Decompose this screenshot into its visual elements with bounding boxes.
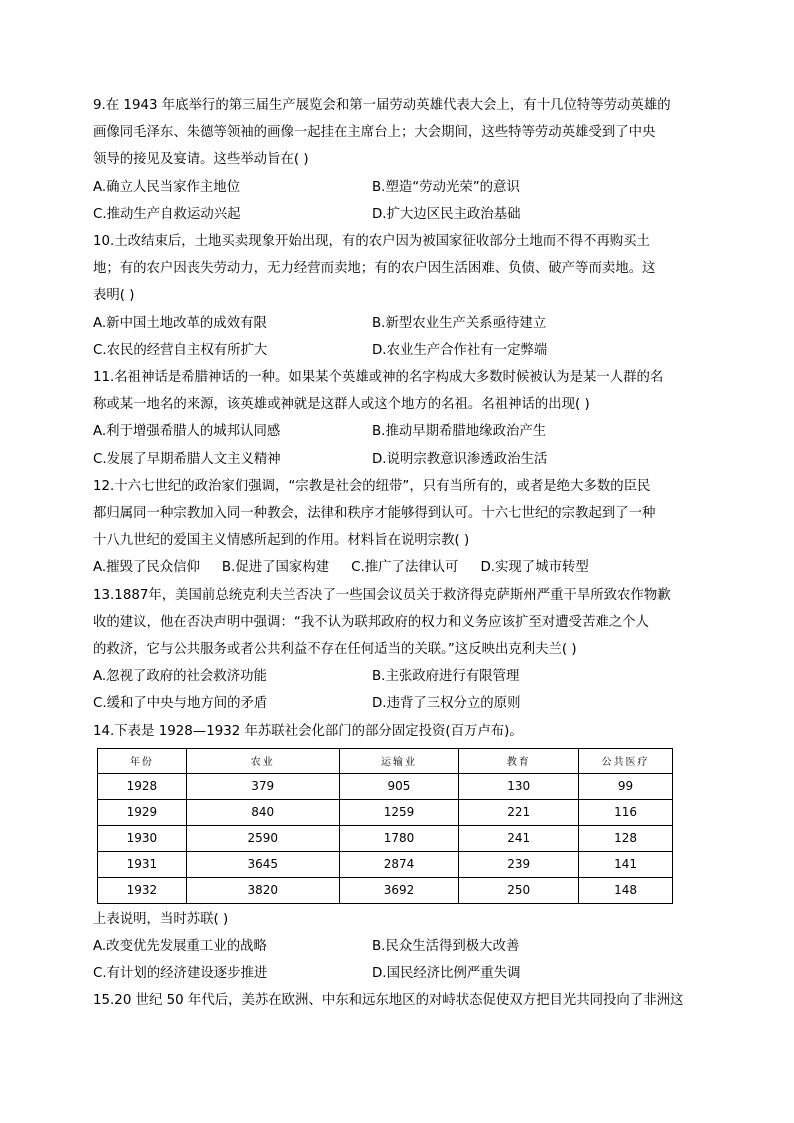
option-c: C.缓和了中央与地方间的矛盾 (93, 696, 268, 712)
table-cell: 1930 (98, 825, 187, 851)
question-stem-line: 表明( ) (93, 288, 135, 304)
question-stem-line: 十八九世纪的爱国主义情感所起到的作用。材料旨在说明宗教( ) (93, 533, 470, 549)
option-a: A.忽视了政府的社会救济功能 (93, 669, 267, 685)
option-d: D.农业生产合作社有一定弊端 (372, 342, 548, 358)
question-14 (93, 718, 713, 988)
table-cell: 905 (339, 773, 459, 799)
question-stem-line: 画像同毛泽东、朱德等领袖的画像一起挂在主席台上；大会期间，这些特等劳动英雄受到了中央 (93, 125, 656, 141)
question-13 (93, 582, 713, 718)
option-d: D.说明宗教意识渗透政治生活 (372, 451, 548, 467)
table-cell: 1929 (98, 799, 187, 825)
table-row (98, 799, 673, 825)
table-row (98, 825, 673, 851)
option-row (93, 933, 713, 960)
question-stem-line: 14.下表是 1928—1932 年苏联社会化部门的部分固定投资(百万卢布)。 (93, 723, 523, 739)
question-stem-line: 地；有的农户因丧失劳动力，无力经营而卖地；有的农户因生活困难、负债、破产等而卖地。这 (93, 261, 656, 277)
column-header-year: 年份 (98, 748, 187, 773)
option-c: C.推广了法律认可 (351, 560, 459, 576)
option-b: B.主张政府进行有限管理 (372, 669, 520, 685)
table-cell: 3820 (186, 877, 339, 903)
option-row (93, 337, 713, 364)
option-a: A.利于增强希腊人的城邦认同感 (93, 424, 281, 440)
investment-table (97, 748, 673, 904)
table-row (98, 877, 673, 903)
question-stem-line: 10.土改结束后，土地买卖现象开始出现，有的农户因为被国家征收部分土地而不得不再购买土 (93, 234, 650, 250)
table-cell: 241 (459, 825, 579, 851)
question-stem-line: 15.20 世纪 50 年代后，美苏在欧洲、中东和远东地区的对峙状态促使双方把目光共同投向了非洲这 (93, 993, 684, 1009)
question-stem-line: 13.1887年，美国前总统克利夫兰否决了一些国会议员关于救济得克萨斯州严重干旱所致农作物歉 (93, 587, 671, 603)
table-cell: 141 (579, 851, 673, 877)
option-row (93, 960, 713, 987)
question-stem-line: 的救济，它与公共服务或者公共利益不存在任何适当的关联。”这反映出克利夫兰( ) (93, 642, 577, 658)
option-d: D.违背了三权分立的原则 (372, 696, 521, 712)
option-d: D.扩大边区民主政治基础 (372, 206, 521, 222)
table-cell: 3645 (186, 851, 339, 877)
option-row (93, 690, 713, 717)
table-cell: 2874 (339, 851, 459, 877)
question-stem-line: 11.名祖神话是希腊神话的一种。如果某个英雄或神的名字构成大多数时候被认为是某一人群的名 (93, 370, 664, 386)
option-b: B.新型农业生产关系亟待建立 (372, 315, 547, 331)
option-b: B.促进了国家构建 (221, 560, 330, 576)
question-list (93, 92, 713, 1015)
option-c: C.推动生产自救运动兴起 (93, 206, 241, 222)
option-c: C.农民的经营自主权有所扩大 (93, 342, 268, 358)
option-row (93, 174, 713, 201)
option-b: B.塑造“劳动光荣”的意识 (372, 179, 520, 195)
question-12 (93, 473, 713, 582)
column-header-education: 教育 (459, 748, 579, 773)
option-a: A.摧毁了民众信仰 (93, 560, 200, 576)
question-stem-line: 领导的接见及宴请。这些举动旨在( ) (93, 152, 309, 168)
option-a: A.改变优先发展重工业的战略 (93, 939, 267, 955)
table-cell: 2590 (186, 825, 339, 851)
table-row (98, 773, 673, 799)
option-a: A.确立人民当家作主地位 (93, 179, 241, 195)
option-c: C.有计划的经济建设逐步推进 (93, 966, 268, 982)
table-cell: 250 (459, 877, 579, 903)
question-stem-line: 都归属同一种宗教加入同一种教会，法律和秩序才能够得到认可。十六七世纪的宗教起到了一种 (93, 506, 656, 522)
table-cell: 379 (186, 773, 339, 799)
column-header-public-health: 公共医疗 (579, 748, 673, 773)
option-row (93, 418, 713, 445)
table-cell: 840 (186, 799, 339, 825)
table-cell: 1259 (339, 799, 459, 825)
question-stem-line: 称或某一地名的来源，该英雄或神就是这群人或这个地方的名祖。名祖神话的出现( ) (93, 397, 590, 413)
question-stem-line: 12.十六七世纪的政治家们强调，“宗教是社会的纽带”，只有当所有的，或者是绝大多数的臣民 (93, 478, 651, 494)
option-d: D.国民经济比例严重失调 (372, 966, 521, 982)
option-d: D.实现了城市转型 (480, 560, 589, 576)
question-stem-line: 9.在 1943 年底举行的第三届生产展览会和第一届劳动英雄代表大会上，有十几位特等劳动英雄的 (93, 98, 671, 113)
table-row (98, 851, 673, 877)
question-9 (93, 92, 713, 228)
option-b: B.民众生活得到极大改善 (372, 939, 520, 955)
question-stem-line: 收的建议，他在否决声明中强调：“我不认为联邦政府的权力和义务应该扩至对遭受苦难之个人 (93, 614, 649, 630)
table-cell: 1931 (98, 851, 187, 877)
table-cell: 221 (459, 799, 579, 825)
option-row (93, 310, 713, 337)
table-header-row (98, 748, 673, 773)
question-15 (93, 987, 713, 1014)
option-row (93, 201, 713, 228)
option-a: A.新中国土地改革的成效有限 (93, 315, 267, 331)
table-cell: 116 (579, 799, 673, 825)
option-row (93, 554, 713, 581)
table-cell: 148 (579, 877, 673, 903)
column-header-transport: 运输业 (339, 748, 459, 773)
question-stem-line: 上表说明，当时苏联( ) (93, 911, 229, 927)
question-11 (93, 364, 713, 473)
option-c: C.发展了早期希腊人文主义精神 (93, 451, 281, 467)
option-row (93, 663, 713, 690)
table-cell: 1928 (98, 773, 187, 799)
question-10 (93, 228, 713, 364)
table-cell: 128 (579, 825, 673, 851)
table-cell: 3692 (339, 877, 459, 903)
option-b: B.推动早期希腊地缘政治产生 (372, 424, 547, 440)
option-row (93, 446, 713, 473)
table-cell: 130 (459, 773, 579, 799)
table-cell: 99 (579, 773, 673, 799)
column-header-agriculture: 农业 (186, 748, 339, 773)
table-cell: 239 (459, 851, 579, 877)
table-cell: 1780 (339, 825, 459, 851)
table-cell: 1932 (98, 877, 187, 903)
